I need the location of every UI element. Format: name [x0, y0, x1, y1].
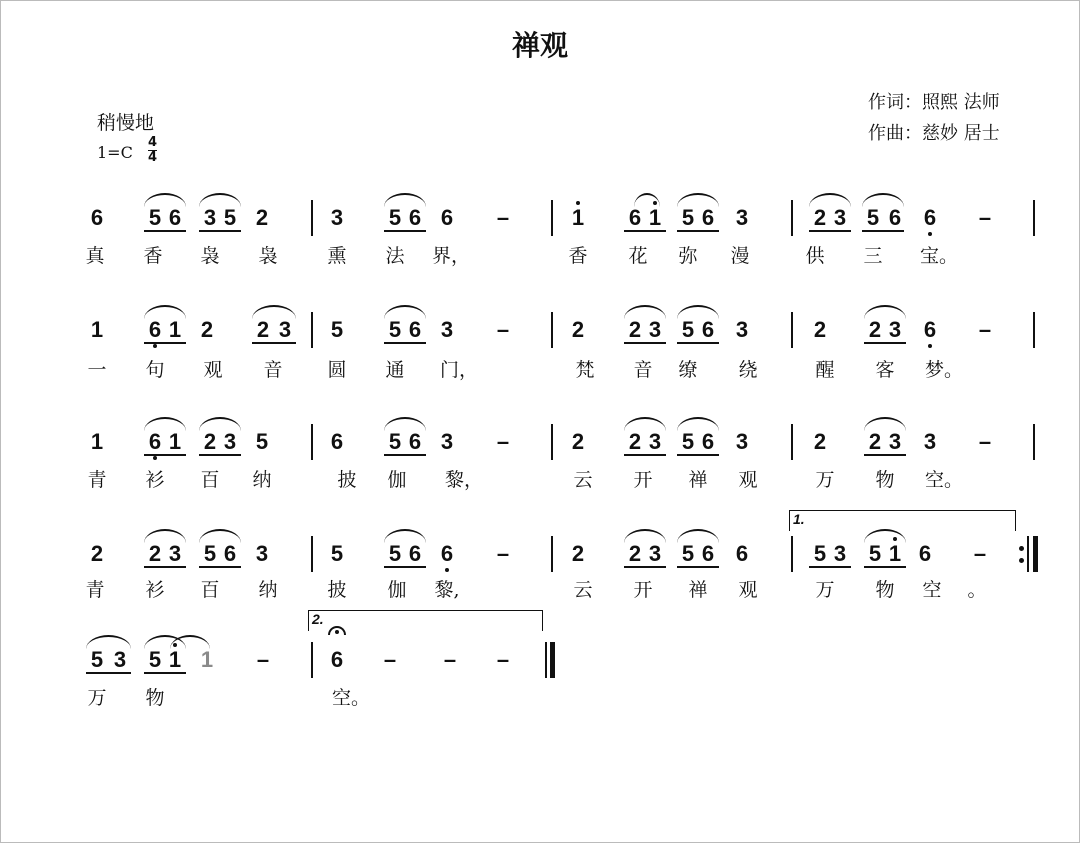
lyric-syllable: 界， — [432, 245, 471, 267]
note-6: 6 — [168, 205, 182, 230]
note-5: 5 — [388, 205, 402, 230]
note-1: 1 — [168, 317, 182, 342]
lyric-syllable: 香 — [143, 245, 163, 267]
octave-up-dot — [576, 201, 580, 205]
lyric-syllable: 开 — [633, 469, 653, 491]
eighth-underline — [199, 566, 241, 568]
note-3: 3 — [735, 205, 749, 230]
note-2: 2 — [571, 429, 585, 454]
bar-line — [311, 642, 313, 678]
note-3: 3 — [833, 205, 847, 230]
song-title: 禅观 — [511, 29, 568, 62]
lyric-syllable: 袅 — [200, 245, 220, 267]
note-2: 2 — [203, 429, 217, 454]
first-ending-label: 1. — [793, 511, 805, 527]
bar-line — [311, 424, 313, 460]
extension-dash: – — [978, 317, 992, 342]
eighth-underline — [624, 566, 666, 568]
note-5: 5 — [255, 429, 269, 454]
repeat-thick-bar — [1033, 536, 1038, 572]
note-5: 5 — [866, 205, 880, 230]
note-2: 2 — [628, 541, 642, 566]
eighth-underline — [624, 454, 666, 456]
composer-credit: 作曲：慈妙 居士 — [868, 123, 1000, 144]
lyric-syllable: 万 — [87, 687, 107, 709]
lyric-syllable: 句 — [145, 359, 165, 381]
lyric-syllable: 黎， — [445, 469, 484, 491]
bar-line — [1033, 200, 1035, 236]
extension-dash: – — [978, 205, 992, 230]
note-6: 6 — [148, 429, 162, 454]
lyric-syllable: 宝。 — [920, 245, 959, 267]
lyric-syllable: 纳 — [258, 579, 278, 601]
note-2: 2 — [813, 429, 827, 454]
note-6: 6 — [735, 541, 749, 566]
extension-dash: – — [496, 429, 510, 454]
eighth-underline — [864, 342, 906, 344]
lyric-syllable: 观 — [738, 469, 758, 491]
note-1: 1 — [888, 541, 902, 566]
octave-down-dot — [153, 456, 157, 460]
lyric-syllable: 音 — [633, 359, 653, 381]
lyric-syllable: 伽 — [387, 579, 407, 601]
note-3: 3 — [440, 317, 454, 342]
bar-line — [551, 312, 553, 348]
lyric-syllable: 物 — [145, 687, 165, 709]
lyric-syllable: 伽 — [387, 469, 407, 491]
repeat-thin-bar — [1027, 536, 1029, 572]
bar-line — [791, 312, 793, 348]
eighth-underline — [809, 230, 851, 232]
eighth-underline — [384, 454, 426, 456]
final-thin-bar — [545, 642, 547, 678]
note-2: 2 — [255, 205, 269, 230]
note-3: 3 — [330, 205, 344, 230]
note-1: 1 — [648, 205, 662, 230]
lyric-syllable: 纳 — [252, 469, 272, 491]
note-1: 1 — [571, 205, 585, 230]
bar-line — [311, 536, 313, 572]
note-2: 2 — [813, 205, 827, 230]
note-5: 5 — [388, 541, 402, 566]
note-6: 6 — [923, 317, 937, 342]
eighth-underline — [199, 230, 241, 232]
note-3: 3 — [888, 317, 902, 342]
first-ending-bracket — [789, 510, 1016, 531]
note-1: 1 — [200, 647, 214, 672]
lyric-syllable: 万 — [815, 469, 835, 491]
note-6: 6 — [701, 205, 715, 230]
eighth-underline — [384, 230, 426, 232]
note-6: 6 — [440, 541, 454, 566]
bar-line — [551, 536, 553, 572]
octave-down-dot — [153, 344, 157, 348]
note-3: 3 — [648, 429, 662, 454]
eighth-underline — [677, 230, 719, 232]
note-5: 5 — [681, 429, 695, 454]
lyric-syllable: 禅 — [688, 579, 708, 601]
note-2: 2 — [813, 317, 827, 342]
eighth-underline — [864, 454, 906, 456]
note-2: 2 — [868, 317, 882, 342]
lyric-syllable: 熏 — [327, 245, 347, 267]
lyric-syllable: 花 — [628, 245, 648, 267]
lyric-syllable: 门， — [440, 359, 479, 381]
lyric-syllable: 通 — [385, 359, 405, 381]
bar-line — [311, 200, 313, 236]
note-5: 5 — [813, 541, 827, 566]
lyric-syllable: 百 — [200, 579, 220, 601]
lyric-syllable: 漫 — [730, 245, 750, 267]
note-5: 5 — [330, 317, 344, 342]
lyric-syllable: 物 — [875, 579, 895, 601]
eighth-underline — [624, 342, 666, 344]
extension-dash: – — [443, 647, 457, 672]
key-signature: 1=C — [97, 143, 133, 162]
note-2: 2 — [628, 429, 642, 454]
note-3: 3 — [833, 541, 847, 566]
lyric-syllable: 物 — [875, 469, 895, 491]
lyric-syllable: 醒 — [815, 359, 835, 381]
octave-down-dot — [928, 344, 932, 348]
note-3: 3 — [648, 317, 662, 342]
note-2: 2 — [571, 541, 585, 566]
note-3: 3 — [735, 317, 749, 342]
lyric-syllable: 梦。 — [925, 359, 964, 381]
note-5: 5 — [388, 429, 402, 454]
lyric-syllable: 空 — [922, 579, 942, 601]
lyric-syllable: 弥 — [678, 245, 698, 267]
lyric-syllable: 云 — [573, 579, 593, 601]
note-6: 6 — [408, 317, 422, 342]
note-3: 3 — [648, 541, 662, 566]
note-2: 2 — [868, 429, 882, 454]
lyric-syllable: 百 — [200, 469, 220, 491]
lyric-syllable: 观 — [203, 359, 223, 381]
lyric-syllable: 披 — [337, 469, 357, 491]
note-2: 2 — [200, 317, 214, 342]
lyric-syllable: 绕 — [738, 359, 758, 381]
note-5: 5 — [681, 317, 695, 342]
octave-down-dot — [928, 232, 932, 236]
note-6: 6 — [918, 541, 932, 566]
eighth-underline — [809, 566, 851, 568]
note-5: 5 — [223, 205, 237, 230]
lyric-syllable: 衫 — [145, 469, 165, 491]
eighth-underline — [199, 454, 241, 456]
extension-dash: – — [383, 647, 397, 672]
note-1: 1 — [168, 429, 182, 454]
lyric-syllable: 披 — [327, 579, 347, 601]
lyric-syllable: 观 — [738, 579, 758, 601]
note-3: 3 — [888, 429, 902, 454]
note-5: 5 — [90, 647, 104, 672]
eighth-underline — [677, 454, 719, 456]
repeat-dot — [1019, 558, 1024, 563]
lyric-syllable: 圆 — [327, 359, 347, 381]
extension-dash: – — [496, 205, 510, 230]
note-6: 6 — [330, 647, 344, 672]
note-5: 5 — [148, 647, 162, 672]
note-3: 3 — [278, 317, 292, 342]
note-5: 5 — [330, 541, 344, 566]
eighth-underline — [86, 672, 131, 674]
note-1: 1 — [90, 317, 104, 342]
eighth-underline — [144, 454, 186, 456]
octave-down-dot — [445, 568, 449, 572]
lyric-syllable: 梵 — [575, 359, 595, 381]
lyric-syllable: 袅 — [258, 245, 278, 267]
eighth-underline — [862, 230, 904, 232]
lyric-syllable: 香 — [568, 245, 588, 267]
eighth-underline — [252, 342, 296, 344]
repeat-dot — [1019, 546, 1024, 551]
eighth-underline — [384, 566, 426, 568]
lyricist-credit: 作词：照熙 法师 — [868, 92, 1000, 113]
note-6: 6 — [701, 429, 715, 454]
eighth-underline — [864, 566, 906, 568]
note-6: 6 — [148, 317, 162, 342]
note-5: 5 — [203, 541, 217, 566]
bar-line — [791, 200, 793, 236]
eighth-underline — [144, 672, 186, 674]
lyric-syllable: 空。 — [925, 469, 964, 491]
note-6: 6 — [440, 205, 454, 230]
extension-dash: – — [978, 429, 992, 454]
note-6: 6 — [408, 205, 422, 230]
bar-line — [791, 536, 793, 572]
extension-dash: – — [496, 317, 510, 342]
note-6: 6 — [701, 317, 715, 342]
note-5: 5 — [148, 205, 162, 230]
note-6: 6 — [90, 205, 104, 230]
lyric-syllable: 。 — [967, 579, 987, 601]
lyric-syllable: 音 — [263, 359, 283, 381]
lyric-syllable: 空。 — [332, 687, 371, 709]
eighth-underline — [677, 566, 719, 568]
time-signature-top: 4 — [148, 135, 158, 150]
note-6: 6 — [888, 205, 902, 230]
extension-dash: – — [256, 647, 270, 672]
eighth-underline — [677, 342, 719, 344]
eighth-underline — [624, 230, 666, 232]
eighth-underline — [144, 230, 186, 232]
note-5: 5 — [681, 541, 695, 566]
note-2: 2 — [90, 541, 104, 566]
tempo-marking: 稍慢地 — [97, 112, 155, 134]
time-signature-bottom: 4 — [148, 150, 158, 165]
bar-line — [551, 200, 553, 236]
note-5: 5 — [868, 541, 882, 566]
note-6: 6 — [330, 429, 344, 454]
lyric-syllable: 开 — [633, 579, 653, 601]
note-6: 6 — [223, 541, 237, 566]
eighth-underline — [144, 342, 186, 344]
bar-line — [791, 424, 793, 460]
lyric-syllable: 法 — [385, 245, 405, 267]
eighth-underline — [144, 566, 186, 568]
note-3: 3 — [168, 541, 182, 566]
extension-dash: – — [496, 541, 510, 566]
lyric-syllable: 禅 — [688, 469, 708, 491]
eighth-underline — [384, 342, 426, 344]
extension-dash: – — [973, 541, 987, 566]
note-3: 3 — [255, 541, 269, 566]
note-6: 6 — [408, 541, 422, 566]
note-2: 2 — [628, 317, 642, 342]
lyric-syllable: 云 — [573, 469, 593, 491]
note-5: 5 — [388, 317, 402, 342]
lyric-syllable: 真 — [85, 245, 105, 267]
lyric-syllable: 青 — [87, 469, 107, 491]
lyric-syllable: 三 — [863, 245, 883, 267]
bar-line — [311, 312, 313, 348]
note-3: 3 — [223, 429, 237, 454]
note-3: 3 — [923, 429, 937, 454]
note-3: 3 — [203, 205, 217, 230]
lyric-syllable: 青 — [85, 579, 105, 601]
lyric-syllable: 万 — [815, 579, 835, 601]
note-2: 2 — [571, 317, 585, 342]
lyric-syllable: 客 — [875, 359, 895, 381]
bar-line — [1033, 424, 1035, 460]
lyric-syllable: 供 — [805, 245, 825, 267]
note-3: 3 — [113, 647, 127, 672]
note-3: 3 — [735, 429, 749, 454]
note-5: 5 — [681, 205, 695, 230]
lyric-syllable: 缭 — [678, 359, 698, 381]
note-1: 1 — [90, 429, 104, 454]
final-thick-bar — [550, 642, 555, 678]
note-2: 2 — [256, 317, 270, 342]
note-6: 6 — [628, 205, 642, 230]
lyric-syllable: 黎, — [434, 579, 460, 601]
note-6: 6 — [701, 541, 715, 566]
bar-line — [1033, 312, 1035, 348]
note-1: 1 — [168, 647, 182, 672]
time-signature — [148, 136, 157, 165]
note-3: 3 — [440, 429, 454, 454]
extension-dash: – — [496, 647, 510, 672]
second-ending-label: 2. — [312, 611, 324, 627]
bar-line — [551, 424, 553, 460]
lyric-syllable: 一 — [87, 359, 107, 381]
note-6: 6 — [408, 429, 422, 454]
note-6: 6 — [923, 205, 937, 230]
note-2: 2 — [148, 541, 162, 566]
lyric-syllable: 衫 — [145, 579, 165, 601]
